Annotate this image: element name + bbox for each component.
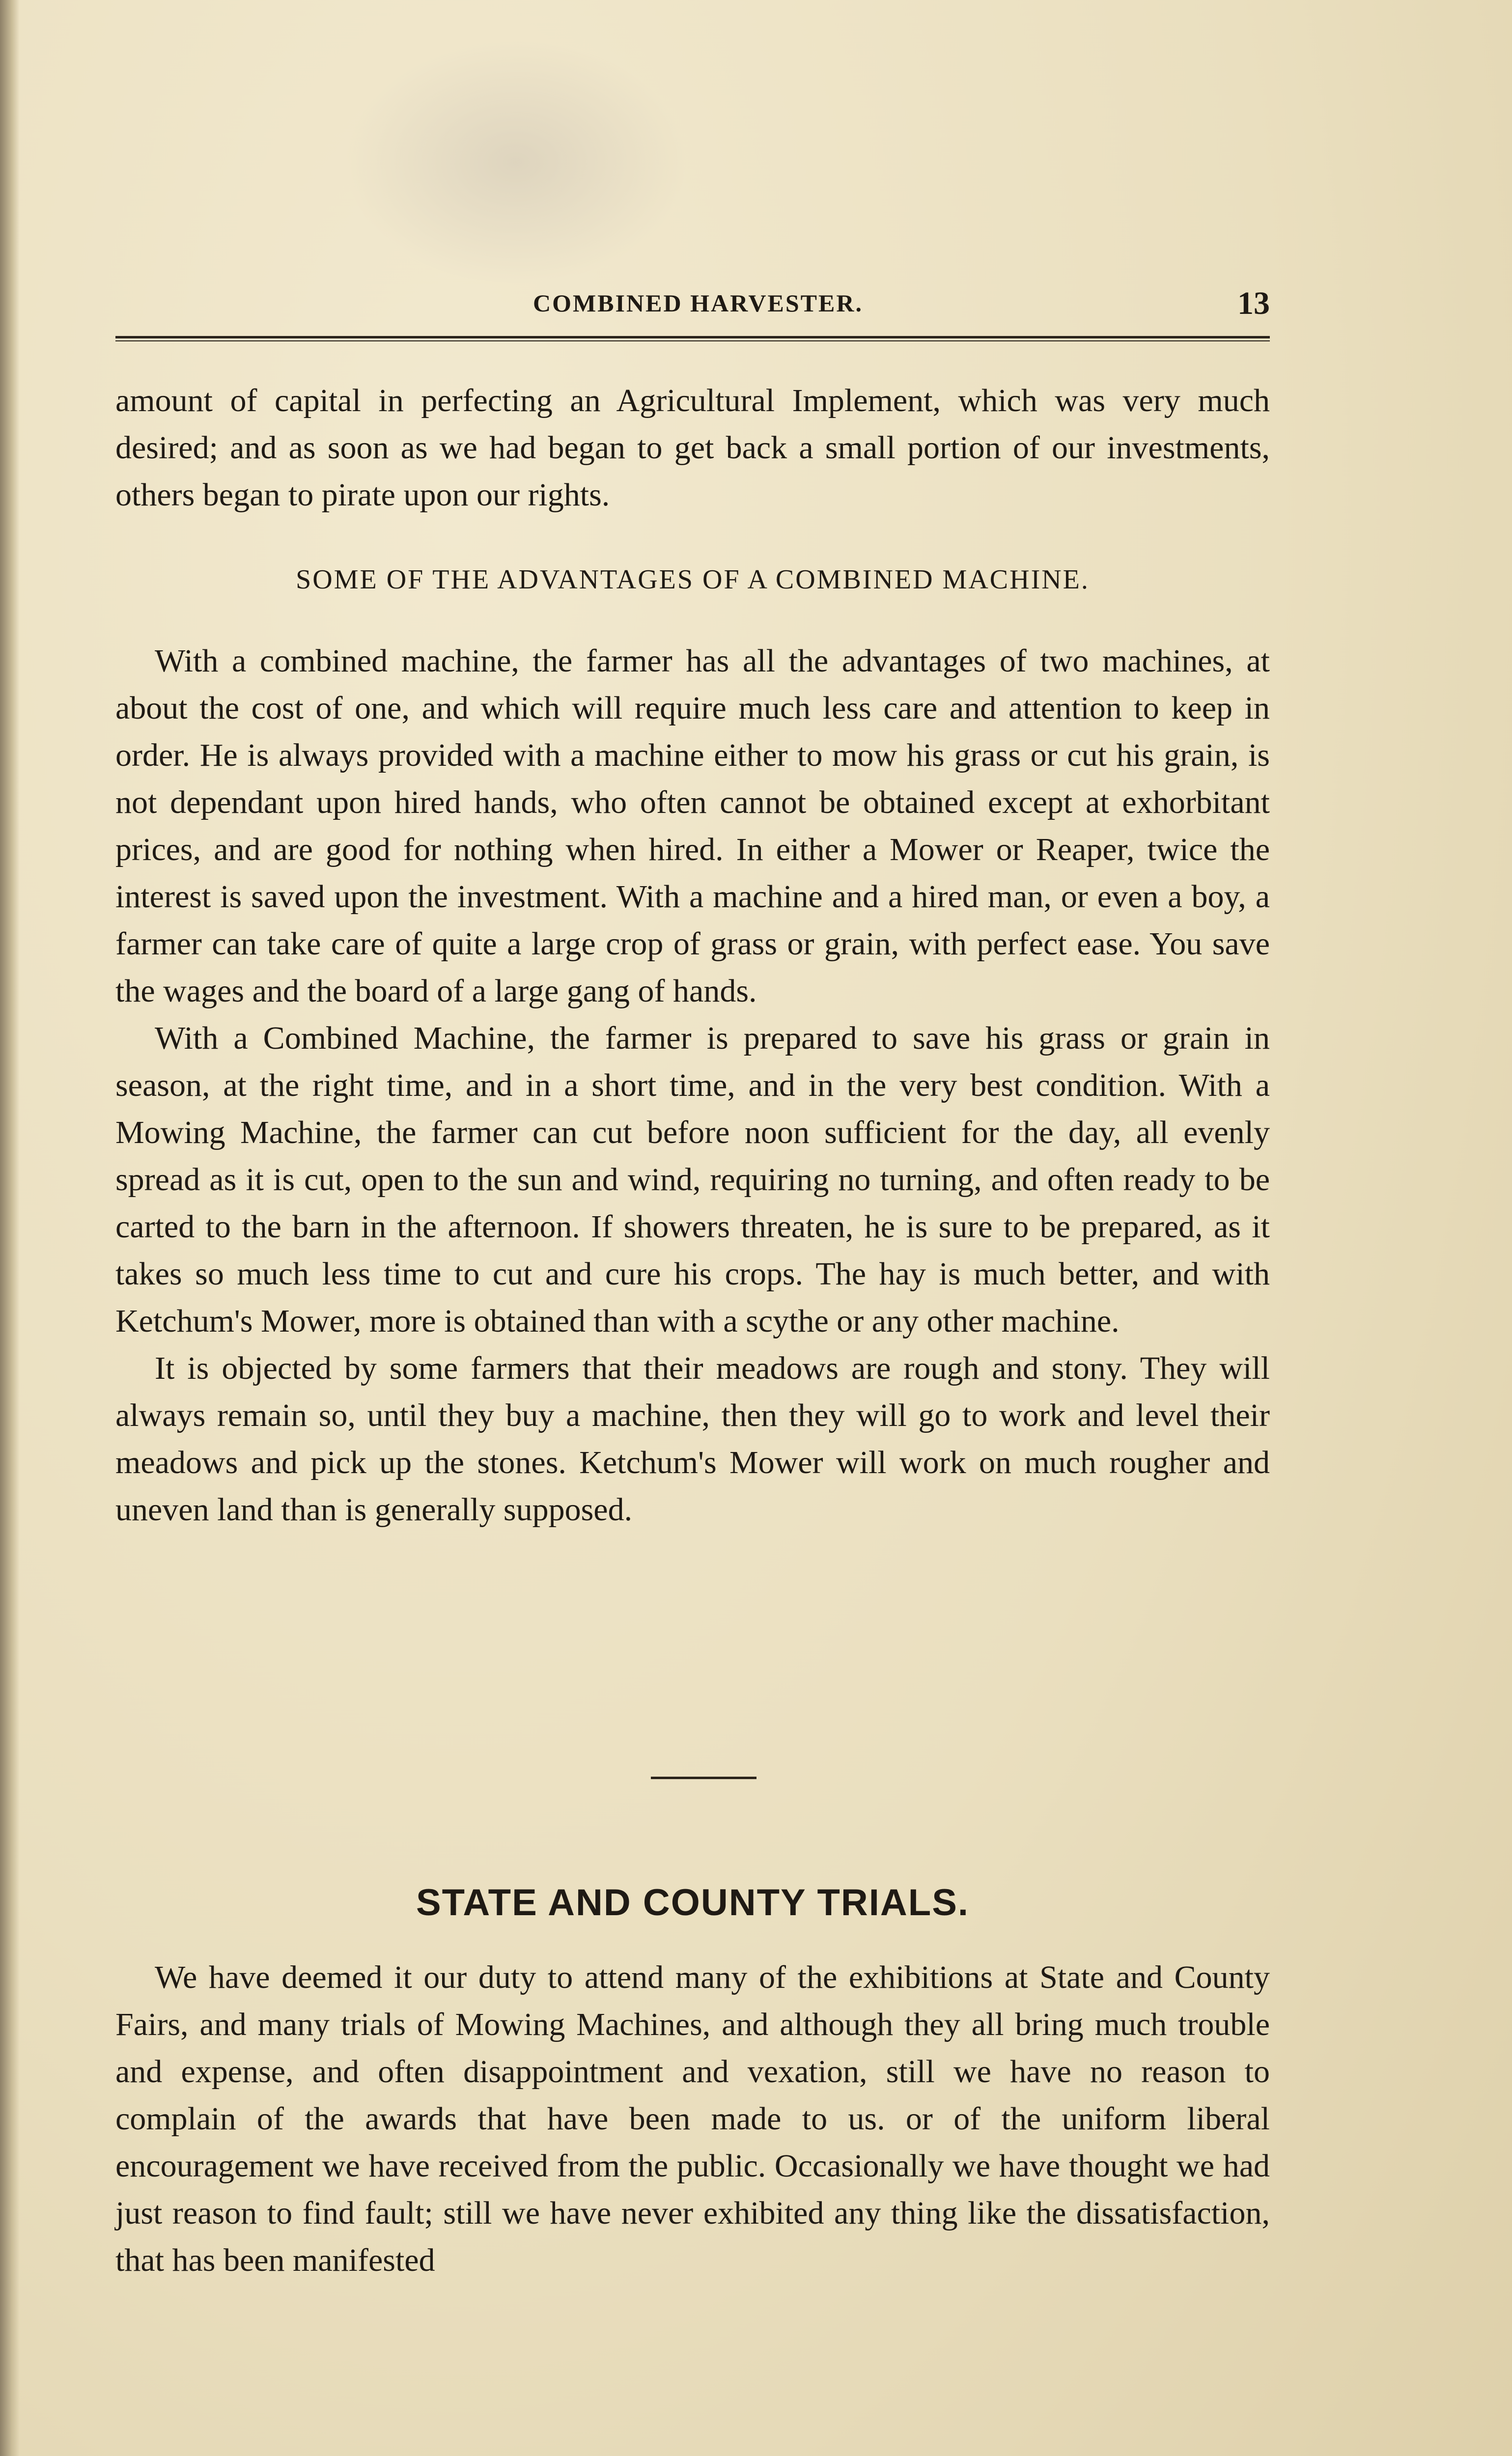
trials-heading: STATE AND COUNTY TRIALS. — [416, 1882, 970, 1924]
advantages-paragraph-2: With a Combined Machine, the farmer is prepared to save his grass or grain in season, at the right time, and in a short time, and in the very best condition. With a Mowing Machine, the farmer can cut before noon sufficient for the day, all evenly spread as it is cut, open to the sun and wind, requiring no turning, and often ready to be carted to the barn in the afternoon. If showers threaten, he is sure to be prepared, as it takes so much less time to cut and cure his crops. The hay is much better, and with Ketchum's Mower, more is obtained than with a scythe or any other machine. — [115, 1020, 1270, 1339]
trials-block — [115, 1954, 1270, 2284]
advantages-heading: SOME OF THE ADVANTAGES OF A COMBINED MACHINE. — [296, 564, 1090, 595]
page-number: 13 — [1237, 285, 1270, 321]
intro-paragraph: amount of capital in perfecting an Agricultural Implement, which was very much desired; and as soon as we had began to get back a small portion of our investments, others began to pirate upon our rights. — [115, 383, 1270, 513]
advantages-block — [115, 638, 1270, 1534]
trials-paragraph: We have deemed it our duty to attend many of the exhibitions at State and County Fairs, and many trials of Mowing Machines, and although they all bring much trouble and expense, and often disappointment and vexation, still we have no reason to complain of the awards that have been made to us. or of the uniform liberal encouragement we have received from the public. Occasionally we have thought we had just reason to find fault; still we have never exhibited any thing like the dissatisfaction, that has been manifested — [115, 1959, 1270, 2278]
advantages-paragraph-3: It is objected by some farmers that their meadows are rough and stony. They will always remain so, until they buy a machine, then they will go to work and level their meadows and pick up the stones. Ketchum's Mower will work on much rougher and uneven land than is generally supposed. — [115, 1350, 1270, 1528]
paper-stain — [344, 39, 688, 285]
intro-block — [115, 377, 1270, 519]
running-title: COMBINED HARVESTER. — [533, 289, 863, 317]
page-binding-edge — [0, 0, 20, 2456]
advantages-paragraph-1: With a combined machine, the farmer has all the advantages of two machines, at about the cost of one, and which will require much less care and attention to keep in order. He is always provided with a machine either to mow his grass or cut his grain, is not dependant upon hired hands, who often cannot be obtained except at exhorbitant prices, and are good for nothing when hired. In either a Mower or Reaper, twice the interest is saved upon the investment. With a machine and a hired man, or even a boy, a farmer can take care of quite a large crop of grass or grain, with perfect ease. You save the wages and the board of a large gang of hands. — [115, 643, 1270, 1009]
page-header — [115, 285, 1270, 329]
header-rule — [115, 336, 1270, 341]
section-divider — [651, 1777, 756, 1779]
